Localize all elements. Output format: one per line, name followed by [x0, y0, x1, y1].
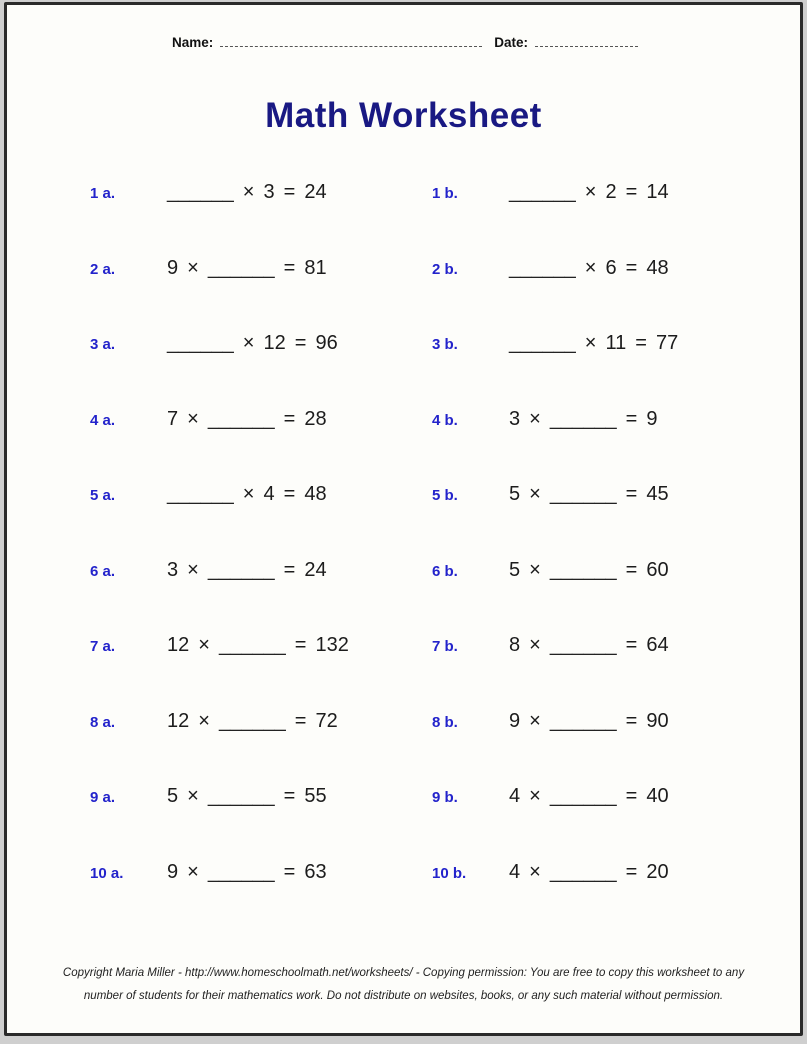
- problem: [432, 861, 800, 884]
- answer-blank: ______: [207, 860, 275, 883]
- problem-expression: [167, 257, 327, 280]
- date-label: Date:: [494, 35, 529, 50]
- expr-post: = 45: [625, 483, 669, 506]
- expr-pre: 8 ×: [509, 634, 541, 657]
- page-title: Math Worksheet: [265, 96, 542, 135]
- expr-post: = 81: [283, 256, 327, 279]
- expr-pre: 5 ×: [167, 785, 199, 808]
- expr-post: = 72: [294, 709, 338, 732]
- expr-post: = 55: [283, 785, 327, 808]
- answer-blank: ______: [549, 483, 617, 506]
- problem-expression: [509, 710, 669, 733]
- answer-blank: ______: [207, 785, 275, 808]
- answer-blank: ______: [549, 634, 617, 657]
- problem: [432, 785, 800, 808]
- expr-post: = 28: [283, 407, 327, 430]
- name-label: Name:: [172, 35, 214, 50]
- expr-post: = 132: [294, 634, 349, 657]
- expr-pre: 7 ×: [167, 407, 199, 430]
- problem-expression: [167, 483, 327, 506]
- problem-number: 5 b.: [432, 487, 458, 505]
- problem-expression: [509, 181, 669, 204]
- problem: [90, 257, 432, 280]
- problem-expression: [509, 483, 669, 506]
- expr-post: × 3 = 24: [242, 181, 327, 204]
- problem-expression: [167, 785, 327, 808]
- expr-pre: 9 ×: [167, 256, 199, 279]
- answer-blank: ______: [167, 332, 234, 355]
- problem: [90, 408, 432, 431]
- problem: [432, 634, 800, 657]
- problem-expression: [167, 634, 349, 657]
- problem-number: 4 b.: [432, 411, 458, 429]
- problem: [432, 257, 800, 280]
- answer-blank: ______: [207, 256, 275, 279]
- answer-blank: ______: [549, 709, 617, 732]
- problem: [90, 559, 432, 582]
- problem-number: 6 a.: [90, 562, 116, 580]
- worksheet-page: [4, 2, 803, 1036]
- problem-number: 8 a.: [90, 713, 116, 731]
- problem: [90, 785, 432, 808]
- expr-pre: 4 ×: [509, 860, 541, 883]
- problem-number: 9 a.: [90, 789, 116, 807]
- expr-pre: 9 ×: [167, 860, 199, 883]
- problem: [90, 710, 432, 733]
- expr-post: = 40: [625, 785, 669, 808]
- problem-number: 7 b.: [432, 638, 458, 656]
- answer-blank: ______: [549, 558, 617, 581]
- problem-expression: [167, 710, 338, 733]
- problem: [432, 559, 800, 582]
- answer-blank: ______: [549, 407, 617, 430]
- answer-blank: ______: [549, 860, 617, 883]
- answer-blank: ______: [167, 483, 234, 506]
- problem-expression: [167, 181, 327, 204]
- problem-expression: [509, 559, 669, 582]
- expr-post: × 12 = 96: [242, 332, 338, 355]
- answer-blank: ______: [509, 256, 576, 279]
- expr-pre: 5 ×: [509, 558, 541, 581]
- problem-number: 8 b.: [432, 713, 458, 731]
- expr-post: = 60: [625, 558, 669, 581]
- problem: [90, 181, 432, 204]
- problem-expression: [167, 559, 327, 582]
- answer-blank: ______: [207, 558, 275, 581]
- problem-expression: [509, 332, 678, 355]
- expr-pre: 12 ×: [167, 709, 210, 732]
- copyright-line-1: Copyright Maria Miller - http://www.homeschoolmath.net/worksheets/ - Copying permission: You are free to copy this worksheet to any: [62, 967, 745, 980]
- answer-blank: ______: [207, 407, 275, 430]
- problem-number: 3 b.: [432, 336, 458, 354]
- problems-grid: [90, 155, 800, 910]
- problem-number: 2 b.: [432, 260, 458, 278]
- expr-post: = 20: [625, 860, 669, 883]
- expr-pre: 9 ×: [509, 709, 541, 732]
- expr-pre: 3 ×: [167, 558, 199, 581]
- problem-number: 6 b.: [432, 562, 458, 580]
- expr-post: × 2 = 14: [584, 181, 669, 204]
- problem-expression: [167, 861, 327, 884]
- answer-blank: ______: [549, 785, 617, 808]
- problem: [90, 483, 432, 506]
- problem-number: 4 a.: [90, 411, 116, 429]
- problem-expression: [509, 785, 669, 808]
- expr-pre: 3 ×: [509, 407, 541, 430]
- problem-expression: [509, 257, 669, 280]
- expr-post: = 90: [625, 709, 669, 732]
- date-blank-line: [535, 41, 638, 47]
- problem-number: 2 a.: [90, 260, 116, 278]
- expr-post: = 9: [625, 407, 658, 430]
- problem: [432, 181, 800, 204]
- problem-number: 1 a.: [90, 185, 116, 203]
- worksheet-header: [7, 5, 800, 50]
- problem-number: 3 a.: [90, 336, 116, 354]
- answer-blank: ______: [218, 634, 286, 657]
- expr-post: = 64: [625, 634, 669, 657]
- problem-expression: [167, 408, 327, 431]
- expr-post: × 11 = 77: [584, 332, 679, 355]
- problem-number: 10 b.: [432, 864, 467, 882]
- problem-number: 5 a.: [90, 487, 116, 505]
- answer-blank: ______: [509, 181, 576, 204]
- problem: [432, 332, 800, 355]
- problem-number: 1 b.: [432, 185, 458, 203]
- expr-pre: 4 ×: [509, 785, 541, 808]
- expr-post: × 4 = 48: [242, 483, 327, 506]
- problem: [432, 710, 800, 733]
- problem-number: 9 b.: [432, 789, 458, 807]
- problem-expression: [509, 861, 669, 884]
- problem: [90, 861, 432, 884]
- problem: [432, 483, 800, 506]
- expr-pre: 12 ×: [167, 634, 210, 657]
- problem: [90, 634, 432, 657]
- problem-expression: [509, 634, 669, 657]
- expr-post: × 6 = 48: [584, 256, 669, 279]
- expr-post: = 24: [283, 558, 327, 581]
- problem-expression: [509, 408, 657, 431]
- problem-number: 10 a.: [90, 864, 124, 882]
- answer-blank: ______: [509, 332, 576, 355]
- expr-pre: 5 ×: [509, 483, 541, 506]
- answer-blank: ______: [167, 181, 234, 204]
- problem: [90, 332, 432, 355]
- problem-expression: [167, 332, 338, 355]
- copyright-footer: [7, 962, 800, 1007]
- expr-post: = 63: [283, 860, 327, 883]
- name-blank-line: [220, 41, 482, 47]
- problem-number: 7 a.: [90, 638, 116, 656]
- copyright-line-2: number of students for their mathematics work. Do not distribute on websites, books, or any such material without permission.: [83, 989, 724, 1002]
- problem: [432, 408, 800, 431]
- answer-blank: ______: [218, 709, 286, 732]
